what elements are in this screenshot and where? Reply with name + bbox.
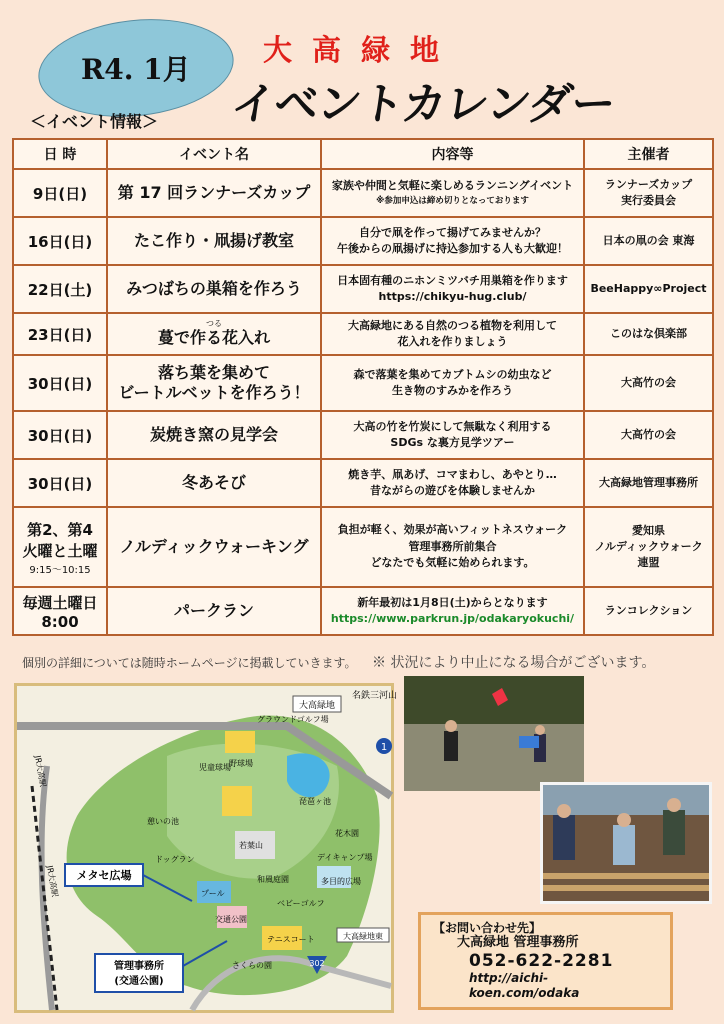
row-date: 30日(日) bbox=[13, 355, 107, 411]
table-row bbox=[13, 265, 713, 313]
map-route-1: 1 bbox=[380, 742, 388, 753]
row-content bbox=[321, 411, 584, 459]
event-line: 落ち葉を集めて bbox=[157, 363, 270, 382]
date-line: 第2、第4 bbox=[27, 520, 93, 539]
header-content: 内容等 bbox=[321, 139, 584, 169]
host-line: 愛知県 bbox=[632, 524, 665, 538]
map-label-baseball: 野球場 bbox=[229, 759, 253, 768]
content-line: 新年最初は1月8日(土)からとなります bbox=[357, 595, 548, 609]
row-event: たこ作り・凧揚げ教室 bbox=[107, 217, 321, 265]
map-label-lake: 琵琶ヶ池 bbox=[299, 797, 331, 806]
header-event: イベント名 bbox=[107, 139, 321, 169]
event-label: 蔓で作る花入れ bbox=[157, 328, 270, 347]
month-label: R4. 1月 bbox=[81, 53, 191, 87]
content-line: 管理事務所前集合 bbox=[408, 539, 497, 553]
map-callout-metasequoia: メタセ広場 bbox=[76, 869, 132, 882]
table-row bbox=[13, 313, 713, 355]
map-label-golf: グラウンドゴルフ場 bbox=[257, 715, 329, 724]
host-line: 実行委員会 bbox=[621, 194, 676, 207]
section-heading: ＜イベント情報＞ bbox=[30, 112, 159, 131]
host-line: ランナーズカップ bbox=[604, 178, 693, 192]
contact-url-link[interactable]: http://aichi-koen.com/odaka bbox=[469, 971, 580, 1000]
map-label-wahei: 和風庭園 bbox=[257, 875, 289, 884]
park-map-graphic bbox=[17, 686, 398, 1010]
row-event: ノルディックウォーキング bbox=[107, 507, 321, 587]
content-line: どなたでも気軽に始められます。 bbox=[370, 556, 535, 570]
map-label-park2: 若葉山 bbox=[239, 841, 263, 850]
header-host: 主催者 bbox=[584, 139, 713, 169]
event-photo-leaves bbox=[540, 782, 712, 904]
row-content bbox=[321, 313, 584, 355]
content-line: 午後からの凧揚げに持込参加する人も大歓迎！ bbox=[337, 242, 568, 255]
content-line: 日本固有種のニホンミツバチ用巣箱を作ります bbox=[337, 273, 568, 287]
table-row bbox=[13, 411, 713, 459]
host-line: ノルディックウォーク連盟 bbox=[594, 540, 703, 569]
content-line: 昔ながらの遊びを体験しませんか bbox=[370, 484, 535, 497]
contact-org: 大高緑地 管理事務所 bbox=[457, 935, 579, 951]
map-label-baby: ベビーゴルフ bbox=[277, 899, 325, 908]
map-label-top: 大高緑地 bbox=[298, 701, 336, 711]
map-label-bbq: デイキャンプ場 bbox=[317, 853, 373, 862]
row-host: 大高竹の会 bbox=[584, 411, 713, 459]
map-label-highway: 名鉄三河山 bbox=[352, 691, 398, 701]
row-content bbox=[321, 217, 584, 265]
row-content bbox=[321, 265, 584, 313]
row-date: 30日(日) bbox=[13, 411, 107, 459]
row-date bbox=[13, 587, 107, 635]
map-label-jr2: JR大高駅 bbox=[45, 864, 60, 898]
row-event: パークラン bbox=[107, 587, 321, 635]
row-host: ランコレクション bbox=[584, 587, 713, 635]
row-event bbox=[107, 313, 321, 355]
content-note: ※参加申込は締め切りとなっております bbox=[376, 195, 529, 206]
map-label-kids: 児童球場 bbox=[199, 763, 231, 772]
map-label-flower: 花木園 bbox=[335, 829, 359, 838]
row-host: 大高竹の会 bbox=[584, 355, 713, 411]
map-callout-office-sub: (交通公園) bbox=[114, 976, 164, 987]
header-date: 日 時 bbox=[13, 139, 107, 169]
row-content bbox=[321, 459, 584, 507]
map-label-sakura: さくらの園 bbox=[232, 961, 272, 970]
row-date: 16日(日) bbox=[13, 217, 107, 265]
table-row bbox=[13, 507, 713, 587]
content-line: 花入れを作りましょう bbox=[397, 335, 508, 348]
event-photo-kite bbox=[404, 676, 584, 791]
parkrun-url-link[interactable]: https://www.parkrun.jp/odakaryokuchi/ bbox=[330, 612, 575, 625]
row-host: 日本の凧の会 東海 bbox=[584, 217, 713, 265]
table-row bbox=[13, 587, 713, 635]
content-url-link[interactable]: https://chikyu-hug.club/ bbox=[378, 290, 527, 303]
row-date: 30日(日) bbox=[13, 459, 107, 507]
date-line: 毎週土曜日 bbox=[22, 593, 98, 612]
content-line: 焼き芋、凧あげ、コマまわし、あやとり… bbox=[348, 467, 557, 481]
row-date bbox=[13, 507, 107, 587]
row-event bbox=[107, 355, 321, 411]
table-row bbox=[13, 459, 713, 507]
row-event: みつばちの巣箱を作ろう bbox=[107, 265, 321, 313]
park-name: 大高緑地 bbox=[263, 33, 460, 67]
content-line: 自分で凧を作って揚げてみませんか？ bbox=[359, 225, 546, 239]
date-line: 8:00 bbox=[41, 612, 79, 631]
content-line: 家族や仲間と気軽に楽しめるランニングイベント bbox=[331, 179, 574, 193]
content-line: 森で落葉を集めてカブトムシの幼虫など bbox=[353, 367, 552, 381]
row-host: このはな倶楽部 bbox=[584, 313, 713, 355]
footnote-details: 個別の詳細については随時ホームページに掲載していきます。 bbox=[22, 656, 357, 670]
park-map bbox=[14, 683, 398, 1013]
row-content bbox=[321, 507, 584, 587]
table-row bbox=[13, 169, 713, 217]
event-ruby: つる bbox=[206, 319, 222, 328]
table-row bbox=[13, 355, 713, 411]
content-line: SDGs な裏方見学ツアー bbox=[390, 436, 515, 449]
row-host: BeeHappy∞Project bbox=[584, 265, 713, 313]
map-label-tennis: テニスコート bbox=[267, 935, 315, 944]
map-label-yasuragi: 憩いの池 bbox=[147, 817, 179, 826]
row-event: 炭焼き窯の見学会 bbox=[107, 411, 321, 459]
map-label-multi: 多目的広場 bbox=[321, 877, 361, 886]
row-host bbox=[584, 507, 713, 587]
footnote-cancel: ※ 状況により中止になる場合がございます。 bbox=[372, 655, 656, 671]
row-host: 大高緑地管理事務所 bbox=[584, 459, 713, 507]
row-date: 22日(土) bbox=[13, 265, 107, 313]
row-content bbox=[321, 355, 584, 411]
row-date: 23日(日) bbox=[13, 313, 107, 355]
row-content bbox=[321, 587, 584, 635]
event-calendar-table bbox=[12, 138, 714, 636]
date-time: 9:15～10:15 bbox=[29, 564, 91, 576]
date-line: 火曜と土曜 bbox=[22, 541, 98, 560]
row-date: 9日(日) bbox=[13, 169, 107, 217]
map-label-east: 大高緑地東 bbox=[343, 932, 383, 941]
contact-phone[interactable]: 052-622-2281 bbox=[469, 950, 614, 971]
map-label-pool: プール bbox=[201, 889, 225, 898]
map-callout-office: 管理事務所 bbox=[114, 961, 164, 972]
table-row bbox=[13, 217, 713, 265]
table-header-row bbox=[13, 139, 713, 169]
content-line: 生き物のすみかを作ろう bbox=[392, 384, 513, 397]
map-label-dog: ドッグラン bbox=[155, 855, 195, 864]
contact-heading: 【お問い合わせ先】 bbox=[433, 921, 542, 935]
row-host bbox=[584, 169, 713, 217]
content-line: 大高の竹を竹炭にして無駄なく利用する bbox=[353, 419, 552, 433]
row-event: 冬あそび bbox=[107, 459, 321, 507]
map-label-traffic: 交通公園 bbox=[215, 915, 247, 924]
row-content bbox=[321, 169, 584, 217]
map-route-302: 302 bbox=[309, 959, 325, 968]
row-event: 第 17 回ランナーズカップ bbox=[107, 169, 321, 217]
map-label-jr: JR大高駅 bbox=[33, 754, 48, 788]
page-title: イベントカレンダー bbox=[227, 79, 618, 130]
event-line: ビートルベットを作ろう！ bbox=[118, 383, 310, 402]
content-line: 大高緑地にある自然のつる植物を利用して bbox=[348, 318, 557, 332]
contact-box bbox=[418, 912, 673, 1010]
content-line: 負担が軽く、効果が高いフィットネスウォーク bbox=[337, 523, 568, 537]
